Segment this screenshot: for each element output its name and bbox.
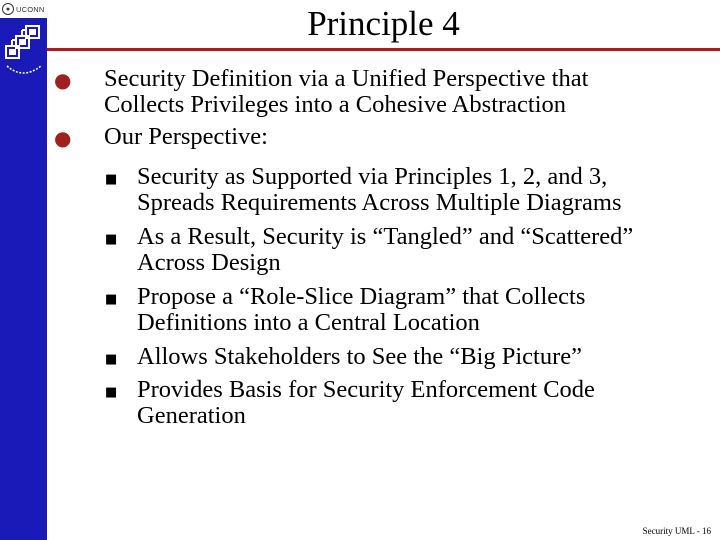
checkbox-bullet-icon: ■ (105, 292, 118, 307)
department-logo-icon (3, 22, 45, 84)
sub-bullet-line: Provides Basis for Security Enforcement Code (137, 376, 595, 403)
slide-title: Principle 4 (307, 4, 460, 43)
uconn-logo (0, 0, 47, 18)
checkbox-bullet-icon: ■ (105, 232, 118, 247)
sub-bullet-line: Across Design (137, 249, 281, 276)
circle-bullet-icon: ● (54, 126, 72, 150)
checkbox-bullet-icon: ■ (105, 385, 118, 400)
bullet-line: Collects Privileges into a Cohesive Abstraction (104, 91, 567, 118)
sub-bullet-line: Generation (137, 402, 246, 429)
university-seal-icon: ● (2, 3, 14, 15)
checkbox-bullet-icon: ■ (105, 352, 118, 367)
sub-bullet-line: Definitions into a Central Location (137, 309, 480, 336)
sub-bullet-line: Spreads Requirements Across Multiple Diagrams (137, 189, 622, 216)
title-underline-rule (47, 48, 720, 51)
bullet-line: Our Perspective: (104, 123, 268, 150)
bullet-line: Security Definition via a Unified Perspective that (104, 65, 589, 92)
slide-footer: Security UML - 16 (642, 526, 711, 536)
uconn-logo-text: UCONN (16, 4, 45, 14)
sub-bullet-line: As a Result, Security is “Tangled” and “Scattered” (137, 223, 634, 250)
checkbox-bullet-icon: ■ (105, 172, 118, 187)
sub-bullet-line: Security as Supported via Principles 1, 2, and 3, (137, 163, 608, 190)
sub-bullet-line: Propose a “Role-Slice Diagram” that Collects (137, 283, 586, 310)
sub-bullet-line: Allows Stakeholders to See the “Big Picture” (137, 343, 582, 370)
circle-bullet-icon: ● (54, 68, 72, 92)
